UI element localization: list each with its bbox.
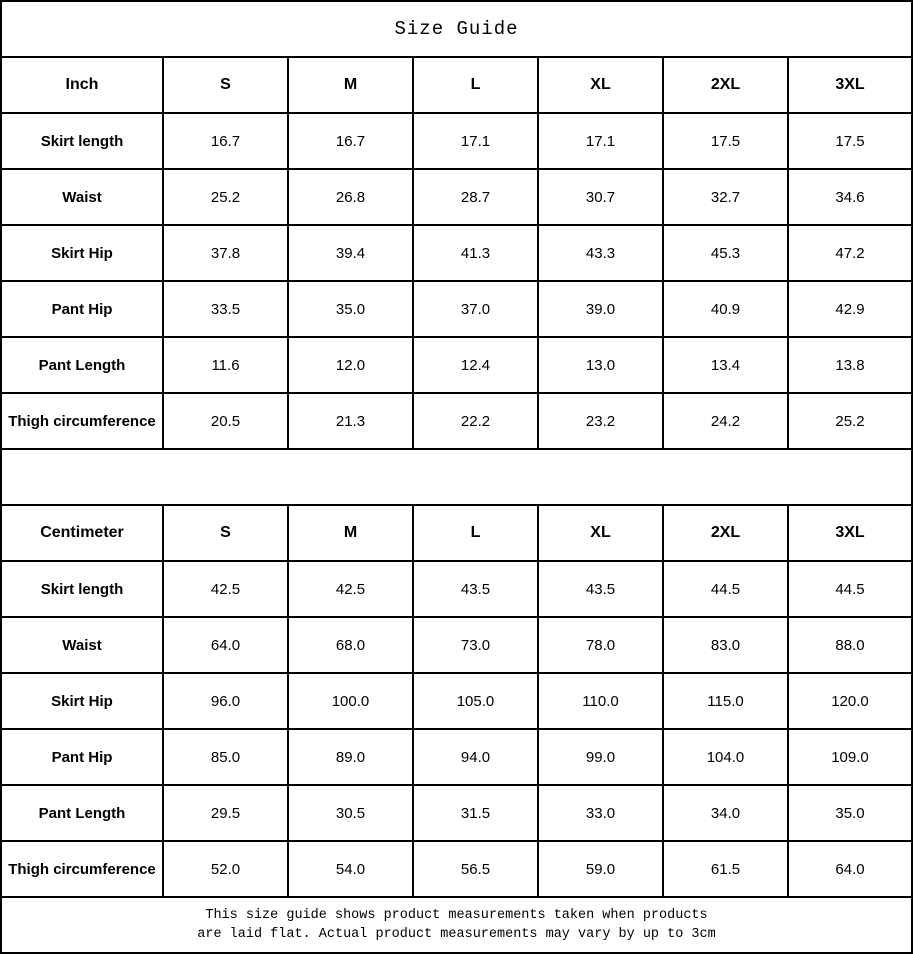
measurement-value-cell: 54.0 (288, 841, 413, 897)
measurement-value-cell: 28.7 (413, 169, 538, 225)
page-title: Size Guide (1, 1, 912, 57)
measurement-value-cell: 104.0 (663, 729, 788, 785)
measurement-value-cell: 39.0 (538, 281, 663, 337)
measurement-value-cell: 42.9 (788, 281, 912, 337)
measurement-value-cell: 35.0 (288, 281, 413, 337)
centimeter-unit-header-cell: Centimeter (1, 505, 163, 561)
table-row (1, 617, 912, 673)
measurement-value-cell: 43.5 (538, 561, 663, 617)
measurement-value-cell: 33.5 (163, 281, 288, 337)
measurement-value-cell: 32.7 (663, 169, 788, 225)
measurement-value-cell: 56.5 (413, 841, 538, 897)
footer-row (1, 897, 912, 953)
measurement-value-cell: 94.0 (413, 729, 538, 785)
measurement-value-cell: 83.0 (663, 617, 788, 673)
measurement-value-cell: 43.5 (413, 561, 538, 617)
spacer-row (1, 449, 912, 505)
size-header-cell-2xl: 2XL (663, 57, 788, 113)
measurement-label-cell: Waist (1, 617, 163, 673)
measurement-value-cell: 33.0 (538, 785, 663, 841)
measurement-value-cell: 47.2 (788, 225, 912, 281)
size-header-cell-xl: XL (538, 505, 663, 561)
measurement-value-cell: 44.5 (788, 561, 912, 617)
measurement-value-cell: 26.8 (288, 169, 413, 225)
size-header-cell-2xl: 2XL (663, 505, 788, 561)
measurement-value-cell: 30.7 (538, 169, 663, 225)
measurement-value-cell: 20.5 (163, 393, 288, 449)
measurement-value-cell: 21.3 (288, 393, 413, 449)
footer-note-line2: are laid flat. Actual product measurements may vary by up to 3cm (197, 927, 716, 942)
measurement-label-cell: Pant Length (1, 337, 163, 393)
measurement-value-cell: 42.5 (163, 561, 288, 617)
measurement-value-cell: 12.0 (288, 337, 413, 393)
measurement-value-cell: 24.2 (663, 393, 788, 449)
footer-note-line1: This size guide shows product measurements taken when products (205, 908, 708, 923)
measurement-label-cell: Thigh circumference (1, 393, 163, 449)
measurement-value-cell: 16.7 (163, 113, 288, 169)
measurement-value-cell: 85.0 (163, 729, 288, 785)
measurement-value-cell: 11.6 (163, 337, 288, 393)
measurement-value-cell: 17.5 (663, 113, 788, 169)
table-row (1, 113, 912, 169)
measurement-value-cell: 61.5 (663, 841, 788, 897)
measurement-value-cell: 64.0 (163, 617, 288, 673)
measurement-label-cell: Pant Hip (1, 281, 163, 337)
inch-header-row (1, 57, 912, 113)
measurement-value-cell: 43.3 (538, 225, 663, 281)
measurement-value-cell: 73.0 (413, 617, 538, 673)
table-row (1, 673, 912, 729)
size-header-cell-3xl: 3XL (788, 57, 912, 113)
measurement-value-cell: 45.3 (663, 225, 788, 281)
measurement-label-cell: Skirt Hip (1, 673, 163, 729)
measurement-value-cell: 96.0 (163, 673, 288, 729)
measurement-value-cell: 109.0 (788, 729, 912, 785)
measurement-value-cell: 17.1 (413, 113, 538, 169)
table-row (1, 841, 912, 897)
measurement-value-cell: 34.0 (663, 785, 788, 841)
measurement-value-cell: 29.5 (163, 785, 288, 841)
size-header-cell-3xl: 3XL (788, 505, 912, 561)
measurement-value-cell: 31.5 (413, 785, 538, 841)
measurement-value-cell: 25.2 (788, 393, 912, 449)
inch-unit-header-cell: Inch (1, 57, 163, 113)
measurement-value-cell: 115.0 (663, 673, 788, 729)
measurement-value-cell: 25.2 (163, 169, 288, 225)
measurement-label-cell: Skirt length (1, 113, 163, 169)
measurement-value-cell: 13.4 (663, 337, 788, 393)
measurement-value-cell: 37.8 (163, 225, 288, 281)
measurement-value-cell: 16.7 (288, 113, 413, 169)
measurement-value-cell: 42.5 (288, 561, 413, 617)
measurement-label-cell: Skirt Hip (1, 225, 163, 281)
measurement-value-cell: 23.2 (538, 393, 663, 449)
measurement-label-cell: Pant Length (1, 785, 163, 841)
measurement-value-cell: 44.5 (663, 561, 788, 617)
table-row (1, 785, 912, 841)
size-header-cell-l: L (413, 505, 538, 561)
measurement-value-cell: 52.0 (163, 841, 288, 897)
measurement-value-cell: 13.8 (788, 337, 912, 393)
measurement-value-cell: 37.0 (413, 281, 538, 337)
measurement-value-cell: 35.0 (788, 785, 912, 841)
measurement-value-cell: 100.0 (288, 673, 413, 729)
footer-note (1, 897, 912, 953)
measurement-value-cell: 89.0 (288, 729, 413, 785)
measurement-value-cell: 30.5 (288, 785, 413, 841)
table-row (1, 169, 912, 225)
table-row (1, 337, 912, 393)
table-spacer (1, 449, 912, 505)
size-header-cell-m: M (288, 57, 413, 113)
measurement-label-cell: Pant Hip (1, 729, 163, 785)
measurement-value-cell: 68.0 (288, 617, 413, 673)
size-header-cell-l: L (413, 57, 538, 113)
measurement-label-cell: Waist (1, 169, 163, 225)
table-row (1, 393, 912, 449)
measurement-value-cell: 99.0 (538, 729, 663, 785)
measurement-value-cell: 105.0 (413, 673, 538, 729)
measurement-label-cell: Skirt length (1, 561, 163, 617)
size-header-cell-s: S (163, 57, 288, 113)
measurement-value-cell: 78.0 (538, 617, 663, 673)
table-row (1, 225, 912, 281)
measurement-value-cell: 59.0 (538, 841, 663, 897)
size-header-cell-m: M (288, 505, 413, 561)
measurement-value-cell: 64.0 (788, 841, 912, 897)
measurement-label-cell: Thigh circumference (1, 841, 163, 897)
measurement-value-cell: 120.0 (788, 673, 912, 729)
measurement-value-cell: 12.4 (413, 337, 538, 393)
measurement-value-cell: 13.0 (538, 337, 663, 393)
measurement-value-cell: 22.2 (413, 393, 538, 449)
size-header-cell-xl: XL (538, 57, 663, 113)
measurement-value-cell: 34.6 (788, 169, 912, 225)
title-row (1, 1, 912, 57)
measurement-value-cell: 17.1 (538, 113, 663, 169)
size-header-cell-s: S (163, 505, 288, 561)
table-row (1, 729, 912, 785)
measurement-value-cell: 88.0 (788, 617, 912, 673)
centimeter-header-row (1, 505, 912, 561)
measurement-value-cell: 40.9 (663, 281, 788, 337)
table-row (1, 561, 912, 617)
measurement-value-cell: 110.0 (538, 673, 663, 729)
measurement-value-cell: 17.5 (788, 113, 912, 169)
measurement-value-cell: 41.3 (413, 225, 538, 281)
table-row (1, 281, 912, 337)
measurement-value-cell: 39.4 (288, 225, 413, 281)
